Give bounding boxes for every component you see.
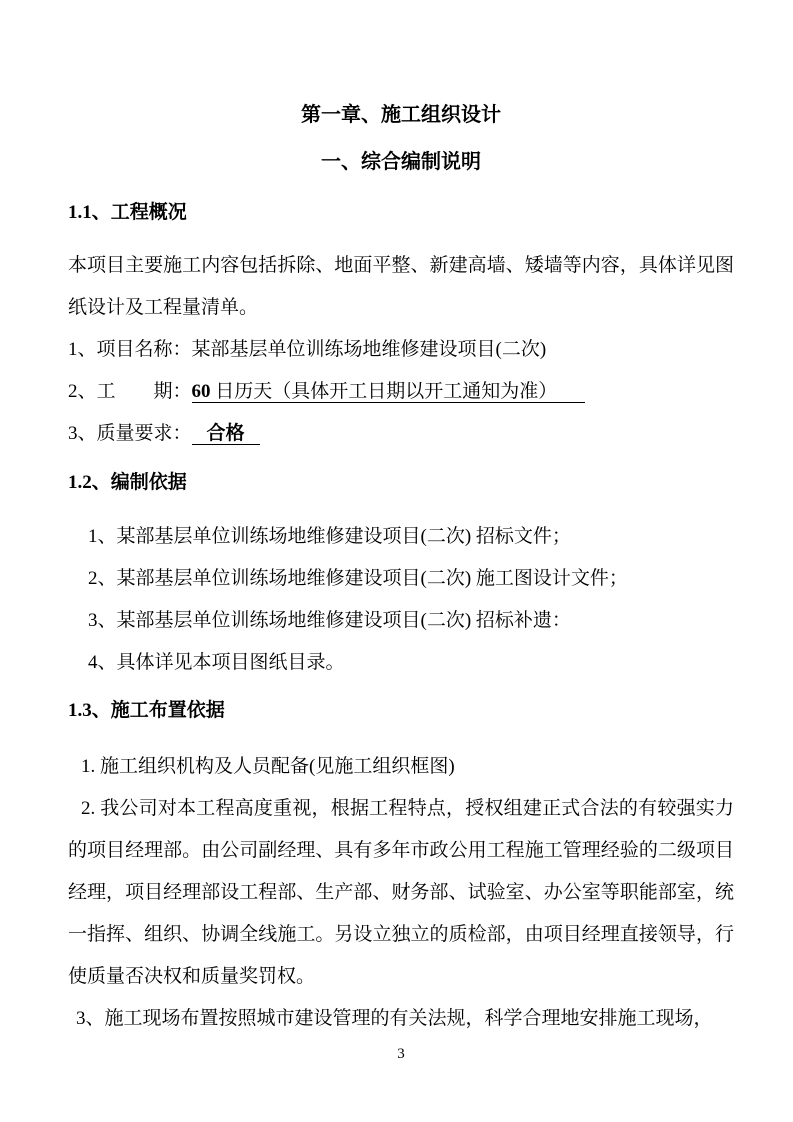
basis-item-3: 3、某部基层单位训练场地维修建设项目(二次) 招标补遗：	[88, 610, 571, 631]
section-subtitle: 一、综合编制说明	[321, 151, 481, 173]
basis-item-4: 4、具体详见本项目图纸目录。	[88, 652, 345, 673]
overview-intro-paragraph: 本项目主要施工内容包括拆除、地面平整、新建高墙、矮墙等内容，具体详见图纸设计及工程量清单。	[68, 255, 734, 318]
layout-item-1: 1. 施工组织机构及人员配备(见施工组织框图)	[81, 756, 455, 777]
duration-line	[68, 371, 734, 413]
quality-line	[68, 413, 734, 455]
heading-project-overview: 1.1、工程概况	[68, 202, 187, 223]
basis-item-1: 1、某部基层单位训练场地维修建设项目(二次) 招标文件；	[88, 526, 571, 547]
duration-value	[192, 381, 586, 403]
heading-compilation-basis: 1.2、编制依据	[68, 472, 187, 493]
duration-text: 日历天（具体开工日期以开工通知为准）	[210, 381, 558, 402]
page-number: 3	[397, 1046, 405, 1062]
quality-value: 合格	[192, 423, 260, 445]
project-name-line	[68, 329, 734, 371]
heading-construction-layout-basis: 1.3、施工布置依据	[68, 700, 225, 721]
layout-item-2: 2. 我公司对本工程高度重视，根据工程特点，授权组建正式合法的有较强实力的项目经理部。由公司副经理、具有多年市政公用工程施工管理经验的二级项目经理，项目经理部设工程部、生产部、财务部、试验室、办公室等职能部室，统一指挥、组织、协调全线施工。另设立独立的质检部，由项目经理直接领导，行使质量否决权和质量奖罚权。	[68, 798, 734, 987]
layout-item-3: 3、施工现场布置按照城市建设管理的有关法规，科学合理地安排施工现场，	[76, 1008, 713, 1029]
duration-number: 60	[191, 381, 211, 402]
quality-label: 3、质量要求：	[68, 423, 192, 444]
duration-label: 2、工 期：	[68, 381, 192, 402]
chapter-title: 第一章、施工组织设计	[301, 104, 501, 126]
project-name-label: 1、项目名称：	[68, 339, 192, 360]
basis-item-2: 2、某部基层单位训练场地维修建设项目(二次) 施工图设计文件；	[88, 568, 628, 589]
project-name-value: 某部基层单位训练场地维修建设项目(二次)	[191, 339, 547, 360]
